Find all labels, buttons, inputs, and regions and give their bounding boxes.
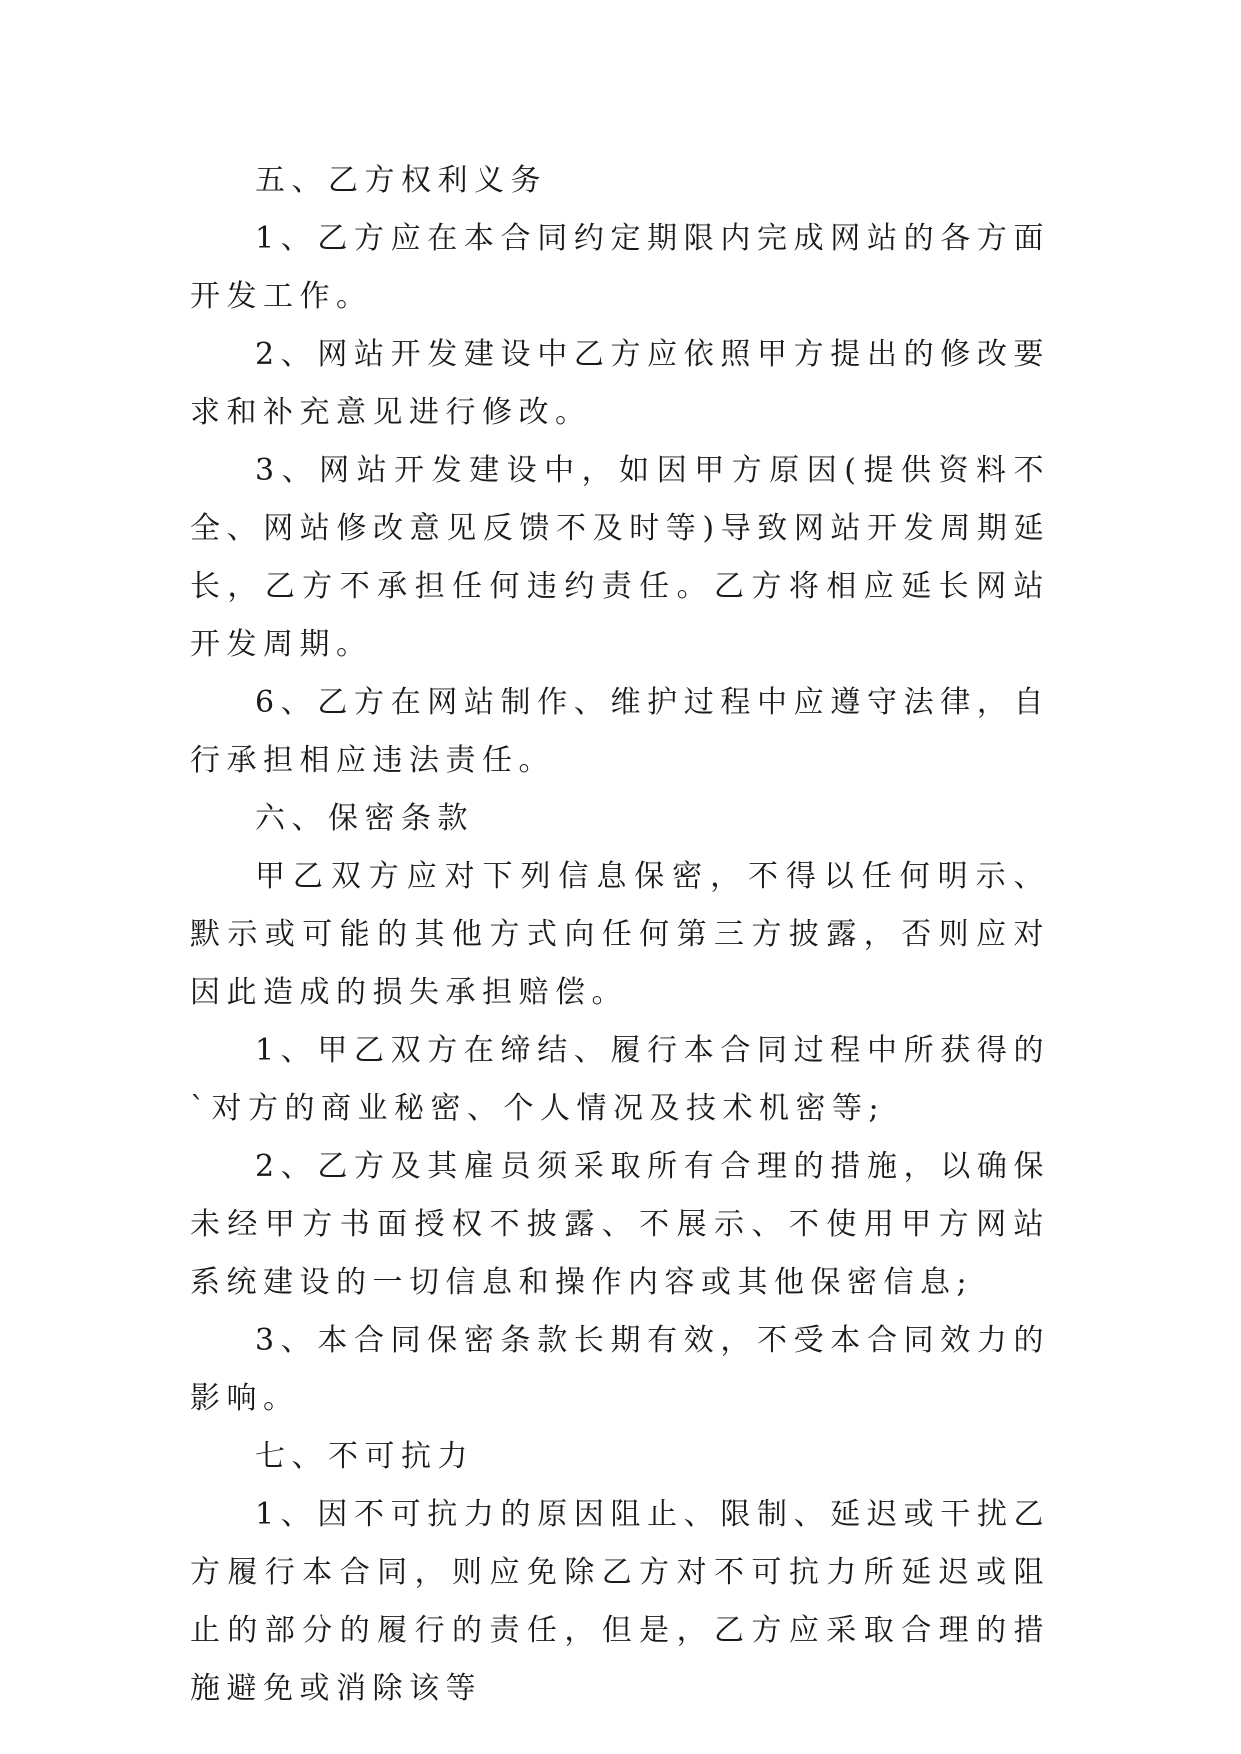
section-heading-6: 六、保密条款 [255,801,474,836]
section-heading-7: 七、不可抗力 [255,1439,474,1474]
clause-5-2: 2、网站开发建设中乙方应依照甲方提出的修改要求和补充意见进行修改。 [190,337,1050,430]
clause-6-3: 3、本合同保密条款长期有效，不受本合同效力的影响。 [190,1323,1050,1416]
clause-7-1: 1、因不可抗力的原因阻止、限制、延迟或干扰乙方履行本合同，则应免除乙方对不可抗力所延迟或阻止的部分的履行的责任，但是，乙方应采取合理的措施避免或消除该等 [190,1497,1050,1706]
clause-5-6: 6、乙方在网站制作、维护过程中应遵守法律，自行承担相应违法责任。 [190,685,1050,778]
document-body [190,152,1050,1718]
clause-5-1: 1、乙方应在本合同约定期限内完成网站的各方面开发工作。 [190,221,1050,314]
section-6-intro: 甲乙双方应对下列信息保密，不得以任何明示、默示或可能的其他方式向任何第三方披露，否则应对因此造成的损失承担赔偿。 [190,859,1050,1010]
section-heading-5: 五、乙方权利义务 [255,163,547,198]
clause-5-3: 3、网站开发建设中，如因甲方原因(提供资料不全、网站修改意见反馈不及时等)导致网站开发周期延长，乙方不承担任何违约责任。乙方将相应延长网站开发周期。 [190,453,1050,662]
clause-6-1: 1、甲乙双方在缔结、履行本合同过程中所获得的`对方的商业秘密、个人情况及技术机密等; [190,1033,1050,1126]
clause-6-2: 2、乙方及其雇员须采取所有合理的措施，以确保未经甲方书面授权不披露、不展示、不使用甲方网站系统建设的一切信息和操作内容或其他保密信息; [190,1149,1050,1300]
